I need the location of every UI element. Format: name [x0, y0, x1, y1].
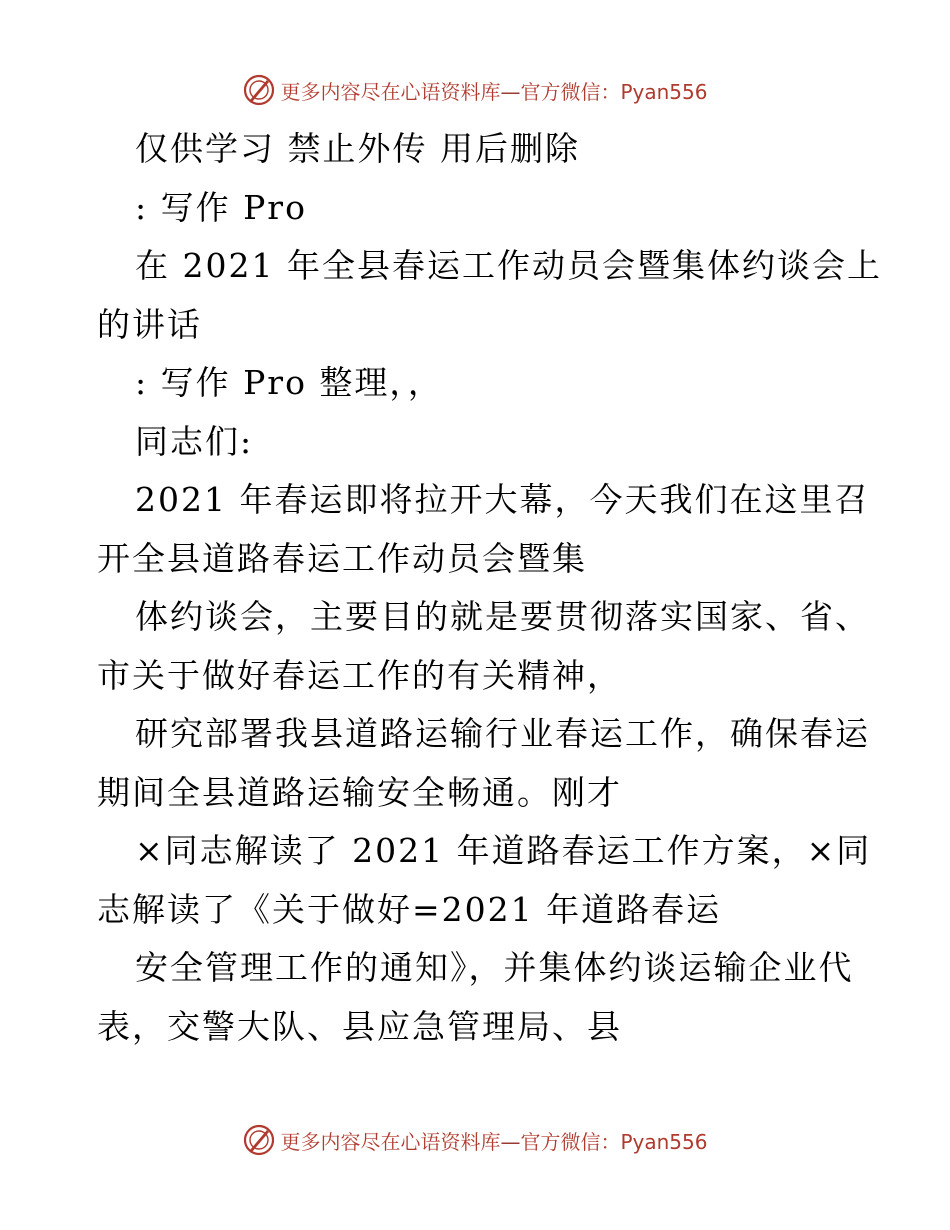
text-line: 的讲话 [97, 304, 202, 344]
watermark-text: 更多内容尽在心语资料库—官方微信：Pyan556 [280, 79, 708, 104]
text-line: 2021 年春运即将拉开大幕，今天我们在这里召 [135, 480, 870, 519]
watermark-text: 更多内容尽在心语资料库—官方微信：Pyan556 [280, 1129, 708, 1154]
text-line: 市关于做好春运工作的有关精神， [97, 655, 622, 695]
text-line: 仅供学习 禁止外传 用后删除 [135, 129, 580, 168]
text-line: 体约谈会，主要目的就是要贯彻落实国家、省、 [135, 597, 870, 636]
text-line: 表，交警大队、县应急管理局、县 [97, 1006, 622, 1046]
quill-logo-icon [242, 1123, 276, 1157]
text-line: ×同志解读了 2021 年道路春运工作方案，×同 [135, 831, 872, 870]
text-line: : 写作 Pro [135, 187, 307, 227]
text-line: 同志们: [135, 421, 254, 461]
quill-logo-icon [242, 73, 276, 107]
document-body [97, 120, 882, 1056]
watermark-header [0, 70, 950, 110]
watermark-footer [0, 1120, 950, 1160]
text-line: 志解读了《关于做好=2021 年道路春运 [97, 889, 722, 929]
text-line: 开全县道路春运工作动员会暨集 [97, 538, 587, 578]
text-line: 研究部署我县道路运输行业春运工作，确保春运 [135, 714, 870, 753]
text-line: : 写作 Pro 整理，， [135, 363, 443, 402]
text-line: 期间全县道路运输安全畅通。刚才 [97, 772, 622, 812]
text-line: 安全管理工作的通知》，并集体约谈运输企业代 [135, 948, 854, 987]
text-line: 在 2021 年全县春运工作动员会暨集体约谈会上 [135, 246, 882, 285]
